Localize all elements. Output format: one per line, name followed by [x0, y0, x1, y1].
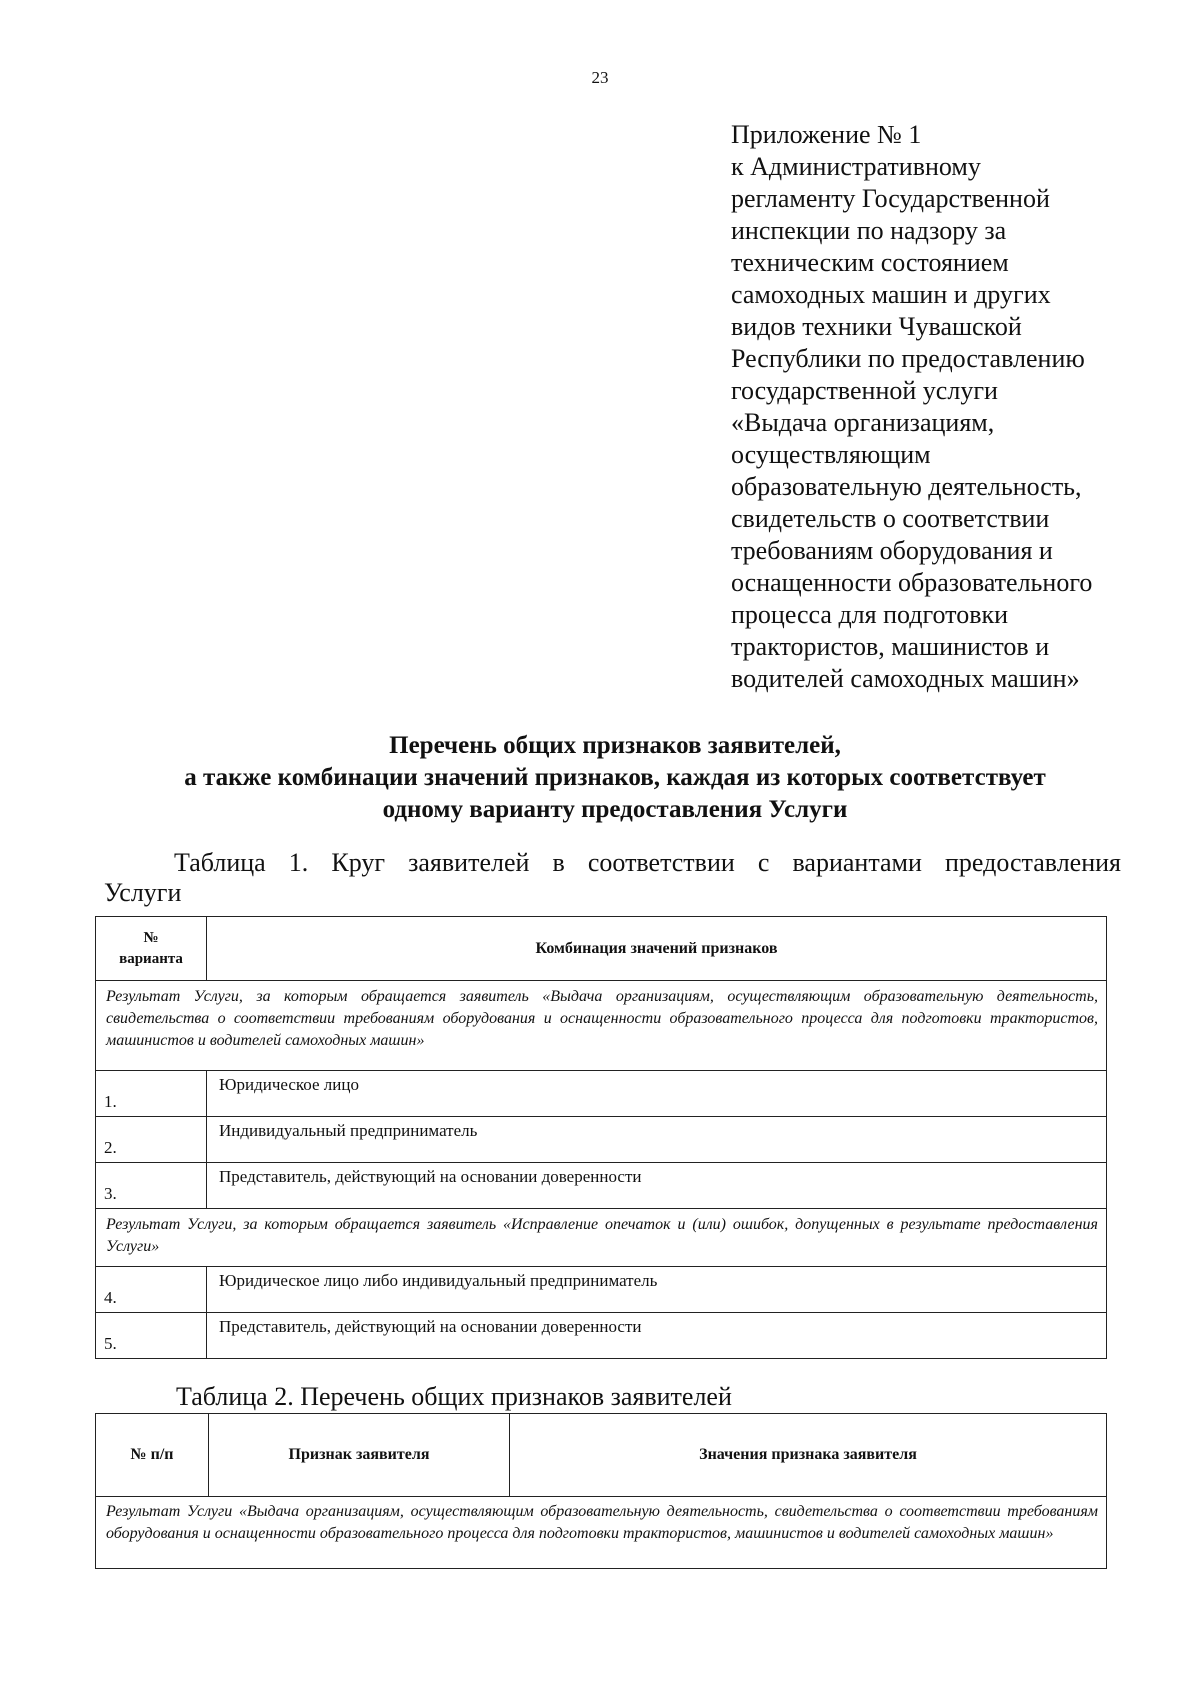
group-row	[96, 1497, 1107, 1569]
variant-value: Юридическое лицо	[207, 1071, 1107, 1117]
variant-number: 4.	[96, 1267, 207, 1313]
heading-line: а также комбинации значений признаков, каждая из которых соответствует	[184, 764, 1046, 791]
variant-value: Представитель, действующий на основании доверенности	[207, 1313, 1107, 1359]
variant-value: Юридическое лицо либо индивидуальный предприниматель	[207, 1267, 1107, 1313]
variant-number: 3.	[96, 1163, 207, 1209]
table-row	[96, 1313, 1107, 1359]
table-row	[96, 1267, 1107, 1313]
group-result-issue: Результат Услуги «Выдача организациям, осуществляющим образовательную деятельность, свидетельства о соответствии требованиям оборудования и оснащенности образовательного процесса для подготовки трактористов, машинистов и водителей самоходных машин»	[96, 1497, 1107, 1569]
appendix-line: к Административному	[731, 152, 981, 181]
group-result-issue: Результат Услуги, за которым обращается заявитель «Выдача организациям, осуществляющим образовательную деятельность, свидетельства о соответствии требованиям оборудования и оснащенности образовательного процесса для подготовки трактористов, машинистов и водителей самоходных машин»	[96, 981, 1107, 1071]
appendix-line: оснащенности образовательного	[731, 568, 1093, 597]
appendix-note	[731, 119, 1151, 695]
appendix-line: самоходных машин и других	[731, 280, 1051, 309]
applicant-signs-table	[95, 1413, 1107, 1569]
heading-line: Перечень общих признаков заявителей,	[389, 732, 841, 759]
appendix-line: Республики по предоставлению	[731, 344, 1085, 373]
appendix-line: Приложение № 1	[731, 120, 922, 149]
applicants-variants-table	[95, 916, 1107, 1359]
header-variant-label: варианта	[119, 950, 183, 967]
appendix-line: требованиям оборудования и	[731, 536, 1053, 565]
appendix-line: «Выдача организациям,	[731, 408, 995, 437]
variant-number: 1.	[96, 1071, 207, 1117]
header-combination: Комбинация значений признаков	[207, 917, 1107, 981]
variant-number: 5.	[96, 1313, 207, 1359]
appendix-line: свидетельств о соответствии	[731, 504, 1050, 533]
appendix-line: осуществляющим	[731, 440, 931, 469]
page-number: 23	[591, 68, 609, 87]
table-row	[96, 1163, 1107, 1209]
group-row	[96, 981, 1107, 1071]
group-result-correction: Результат Услуги, за которым обращается заявитель «Исправление опечаток и (или) ошибок, допущенных в результате предоставления Услуги»	[96, 1209, 1107, 1267]
appendix-line: инспекции по надзору за	[731, 216, 1007, 245]
appendix-line: водителей самоходных машин»	[731, 664, 1080, 693]
heading-line: одному варианту предоставления Услуги	[382, 796, 848, 823]
table-header-row	[96, 1414, 1107, 1497]
table2-caption: Таблица 2. Перечень общих признаков заявителей	[176, 1382, 732, 1411]
appendix-line: образовательную деятельность,	[731, 472, 1082, 501]
appendix-line: государственной услуги	[731, 376, 998, 405]
appendix-line: процесса для подготовки	[731, 600, 1009, 629]
table-row	[96, 1117, 1107, 1163]
group-row	[96, 1209, 1107, 1267]
appendix-line: регламенту Государственной	[731, 184, 1050, 213]
header-applicant-sign: Признак заявителя	[209, 1414, 510, 1497]
header-number-sign: №	[143, 929, 159, 946]
header-item-number: № п/п	[96, 1414, 209, 1497]
appendix-line: техническим состоянием	[731, 248, 1009, 277]
appendix-line: трактористов, машинистов и	[731, 632, 1050, 661]
header-variant-number	[96, 917, 207, 981]
header-sign-values: Значения признака заявителя	[510, 1414, 1107, 1497]
variant-value: Представитель, действующий на основании доверенности	[207, 1163, 1107, 1209]
table-row	[96, 1071, 1107, 1117]
variant-number: 2.	[96, 1117, 207, 1163]
table1-caption-tail: Услуги	[104, 878, 182, 907]
appendix-line: видов техники Чувашской	[731, 312, 1022, 341]
section-heading	[90, 730, 1140, 826]
variant-value: Индивидуальный предприниматель	[207, 1117, 1107, 1163]
table1-caption: Таблица 1. Круг заявителей в соответствии с вариантами предоставления	[174, 848, 1121, 877]
table-header-row	[96, 917, 1107, 981]
